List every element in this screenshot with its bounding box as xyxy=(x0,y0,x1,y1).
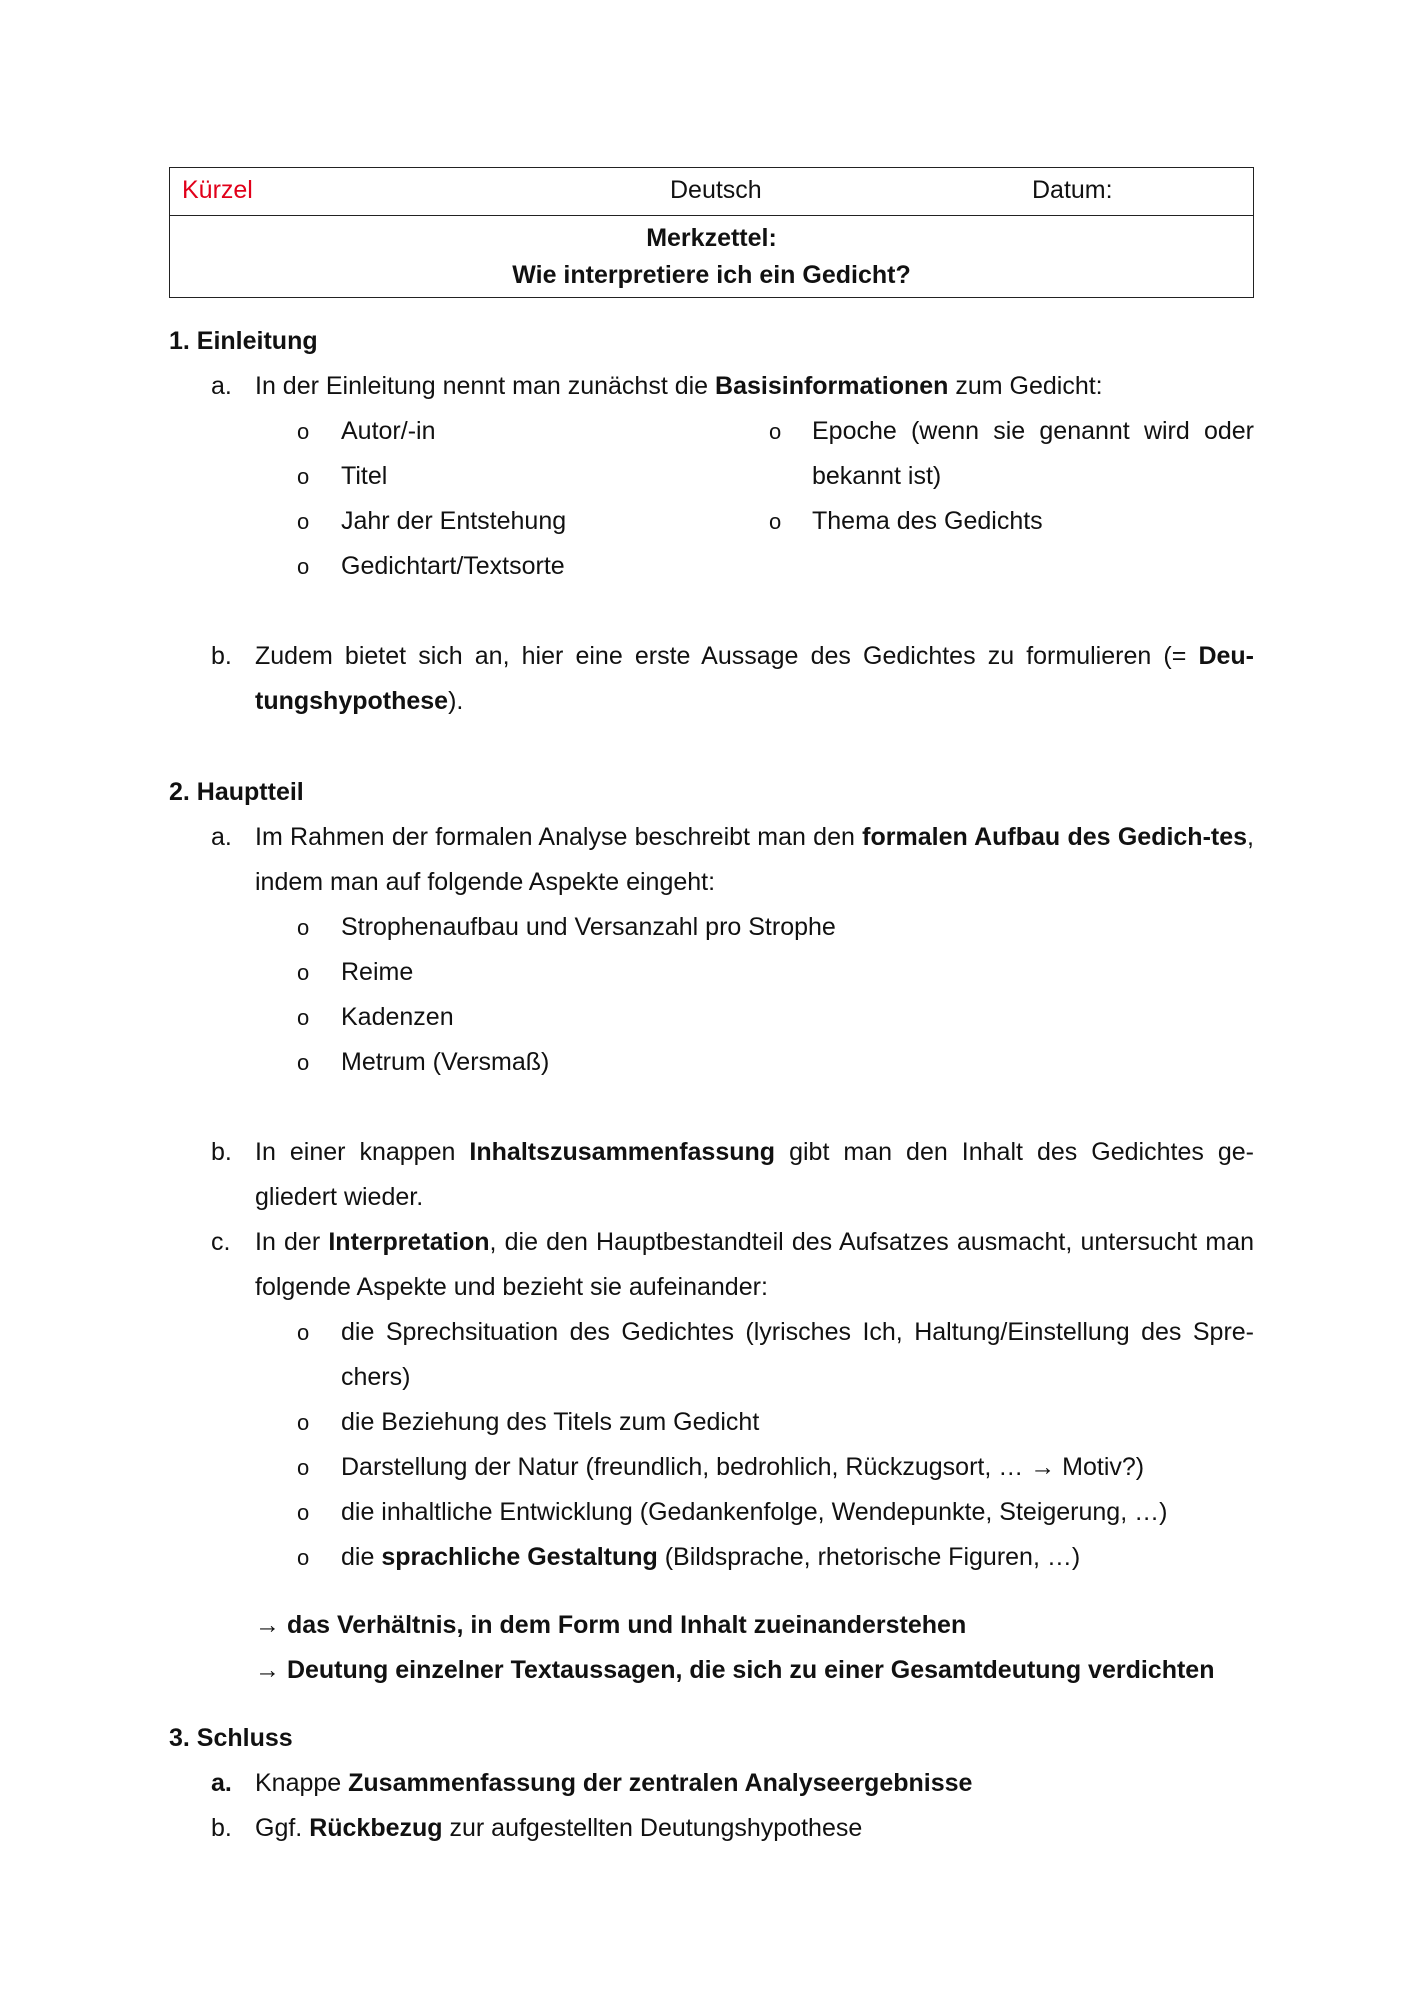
item-label: b. xyxy=(211,642,232,670)
document-page xyxy=(169,167,1254,1842)
bullet-column-right xyxy=(754,409,1254,544)
item-text: gibt man den Inhalt des Gedichtes ge-gliedert wieder. xyxy=(255,1138,1254,1211)
bullet-text: Kadenzen xyxy=(341,1003,454,1031)
list-item-a xyxy=(169,815,1254,905)
title-line-2: Wie interpretiere ich ein Gedicht? xyxy=(512,261,911,289)
item-bold-text: formalen Aufbau des Gedich-tes xyxy=(862,823,1248,851)
conclusion-arrow-line: → das Verhältnis, in dem Form und Inhalt zueinanderstehen xyxy=(255,1611,967,1639)
bullet-item xyxy=(169,1535,1254,1580)
item-label: c. xyxy=(211,1228,231,1256)
section-schluss xyxy=(169,1716,1254,1851)
item-bold-text: Basisinformationen xyxy=(715,372,949,400)
item-label: a. xyxy=(211,823,232,851)
list-item-a xyxy=(169,1761,1254,1806)
bullet-item xyxy=(169,1445,1254,1490)
bullet-icon: o xyxy=(297,1005,310,1030)
section-einleitung xyxy=(169,319,1254,724)
formal-aspects-list xyxy=(169,905,1254,1085)
item-bold-text: Inhaltszusammenfassung xyxy=(469,1138,776,1166)
bullet-icon: o xyxy=(297,960,310,985)
kuerzel-field: Kürzel xyxy=(182,176,253,204)
item-label: a. xyxy=(211,1769,232,1797)
bullet-icon: o xyxy=(297,1500,310,1525)
bullet-item xyxy=(169,995,1254,1040)
bullet-text: Thema des Gedichts xyxy=(812,507,1043,535)
header-table xyxy=(169,167,1254,298)
list-item-a xyxy=(169,364,1254,409)
item-text: Zudem bietet sich an, hier eine erste Aussage des Gedichtes zu formulieren (= xyxy=(255,642,1199,670)
item-label: b. xyxy=(211,1814,232,1842)
bullet-item xyxy=(169,1400,1254,1445)
bullet-column-left xyxy=(169,409,729,589)
bullet-text: Autor/-in xyxy=(341,417,436,445)
list-item-c xyxy=(169,1220,1254,1310)
item-bold-text: Deu-tungshypothese xyxy=(255,642,1254,715)
bullet-text: Strophenaufbau und Versanzahl pro Strophe xyxy=(341,913,836,941)
bullet-text: Reime xyxy=(341,958,414,986)
interpretation-aspects-list xyxy=(169,1310,1254,1580)
bullet-icon: o xyxy=(297,915,310,940)
bullet-icon: o xyxy=(297,1455,310,1480)
bullet-text: die Sprechsituation des Gedichtes (lyrisches Ich, Haltung/Einstellung des Spre-chers) xyxy=(341,1318,1254,1391)
section-hauptteil xyxy=(169,770,1254,1693)
item-text: In der xyxy=(255,1228,329,1256)
bullet-text: Epoche (wenn sie genannt wird oder bekannt ist) xyxy=(812,417,1254,490)
bullet-text: die Beziehung des Titels zum Gedicht xyxy=(341,1408,760,1436)
list-item-b xyxy=(169,634,1254,724)
item-text: Ggf. xyxy=(255,1814,310,1842)
bullet-text: Titel xyxy=(341,462,388,490)
item-text: , indem man auf folgende Aspekte eingeht: xyxy=(255,823,1254,896)
date-label: Datum: xyxy=(1032,176,1113,204)
basisinfo-bullets xyxy=(169,409,1254,589)
bullet-icon: o xyxy=(769,509,782,534)
item-text: ). xyxy=(448,687,464,715)
item-bold-text: Zusammenfassung der zentralen Analyseergebnisse xyxy=(348,1769,973,1797)
bullet-icon: o xyxy=(297,1320,310,1345)
bullet-item xyxy=(169,409,729,454)
bullet-item xyxy=(169,544,729,589)
item-label: b. xyxy=(211,1138,232,1166)
item-text: , die den Hauptbestandteil des Aufsatzes ausmacht, untersucht man folgende Aspekte und bezieht sie aufeinander: xyxy=(255,1228,1254,1301)
title-line-1: Merkzettel: xyxy=(646,224,777,252)
header-info-row xyxy=(170,168,1253,216)
bullet-text: die inhaltliche Entwicklung (Gedankenfolge, Wendepunkte, Steigerung, …) xyxy=(341,1498,1168,1526)
bullet-icon: o xyxy=(297,419,310,444)
bullet-bold-text: sprachliche Gestaltung xyxy=(381,1543,658,1571)
item-text: In der Einleitung nennt man zunächst die xyxy=(255,372,716,400)
bullet-item xyxy=(169,905,1254,950)
item-label: a. xyxy=(211,372,232,400)
bullet-item xyxy=(169,1310,1254,1400)
bullet-item xyxy=(169,1490,1254,1535)
bullet-icon: o xyxy=(297,554,310,579)
bullet-icon: o xyxy=(769,419,782,444)
section-heading: 3. Schluss xyxy=(169,1724,293,1752)
item-bold-text: Rückbezug xyxy=(309,1814,443,1842)
bullet-icon: o xyxy=(297,1410,310,1435)
list-item-b xyxy=(169,1806,1254,1851)
item-bold-text: Interpretation xyxy=(328,1228,490,1256)
bullet-text: Metrum (Versmaß) xyxy=(341,1048,550,1076)
bullet-icon: o xyxy=(297,509,310,534)
section-heading: 2. Hauptteil xyxy=(169,778,304,806)
bullet-item xyxy=(169,950,1254,995)
document-title xyxy=(170,216,1253,297)
bullet-text: Jahr der Entstehung xyxy=(341,507,567,535)
bullet-text: Gedichtart/Textsorte xyxy=(341,552,565,580)
bullet-item xyxy=(754,499,1254,544)
bullet-text: Darstellung der Natur (freundlich, bedrohlich, Rückzugsort, … → Motiv?) xyxy=(341,1453,1145,1481)
item-text: zum Gedicht: xyxy=(948,372,1103,400)
item-text: Knappe xyxy=(255,1769,349,1797)
bullet-item xyxy=(169,454,729,499)
section-heading: 1. Einleitung xyxy=(169,327,318,355)
conclusion-arrow-line: → Deutung einzelner Textaussagen, die sich zu einer Gesamtdeutung verdichten xyxy=(255,1656,1215,1684)
subject-label: Deutsch xyxy=(670,176,762,204)
list-item-b xyxy=(169,1130,1254,1220)
bullet-item xyxy=(169,499,729,544)
item-text: In einer knappen xyxy=(255,1138,470,1166)
bullet-icon: o xyxy=(297,1545,310,1570)
item-text: zur aufgestellten Deutungshypothese xyxy=(442,1814,863,1842)
bullet-item xyxy=(169,1040,1254,1085)
bullet-icon: o xyxy=(297,464,310,489)
bullet-text: die xyxy=(341,1543,382,1571)
item-text: Im Rahmen der formalen Analyse beschreibt man den xyxy=(255,823,863,851)
bullet-text: (Bildsprache, rhetorische Figuren, …) xyxy=(657,1543,1081,1571)
bullet-item xyxy=(754,409,1254,499)
bullet-icon: o xyxy=(297,1050,310,1075)
